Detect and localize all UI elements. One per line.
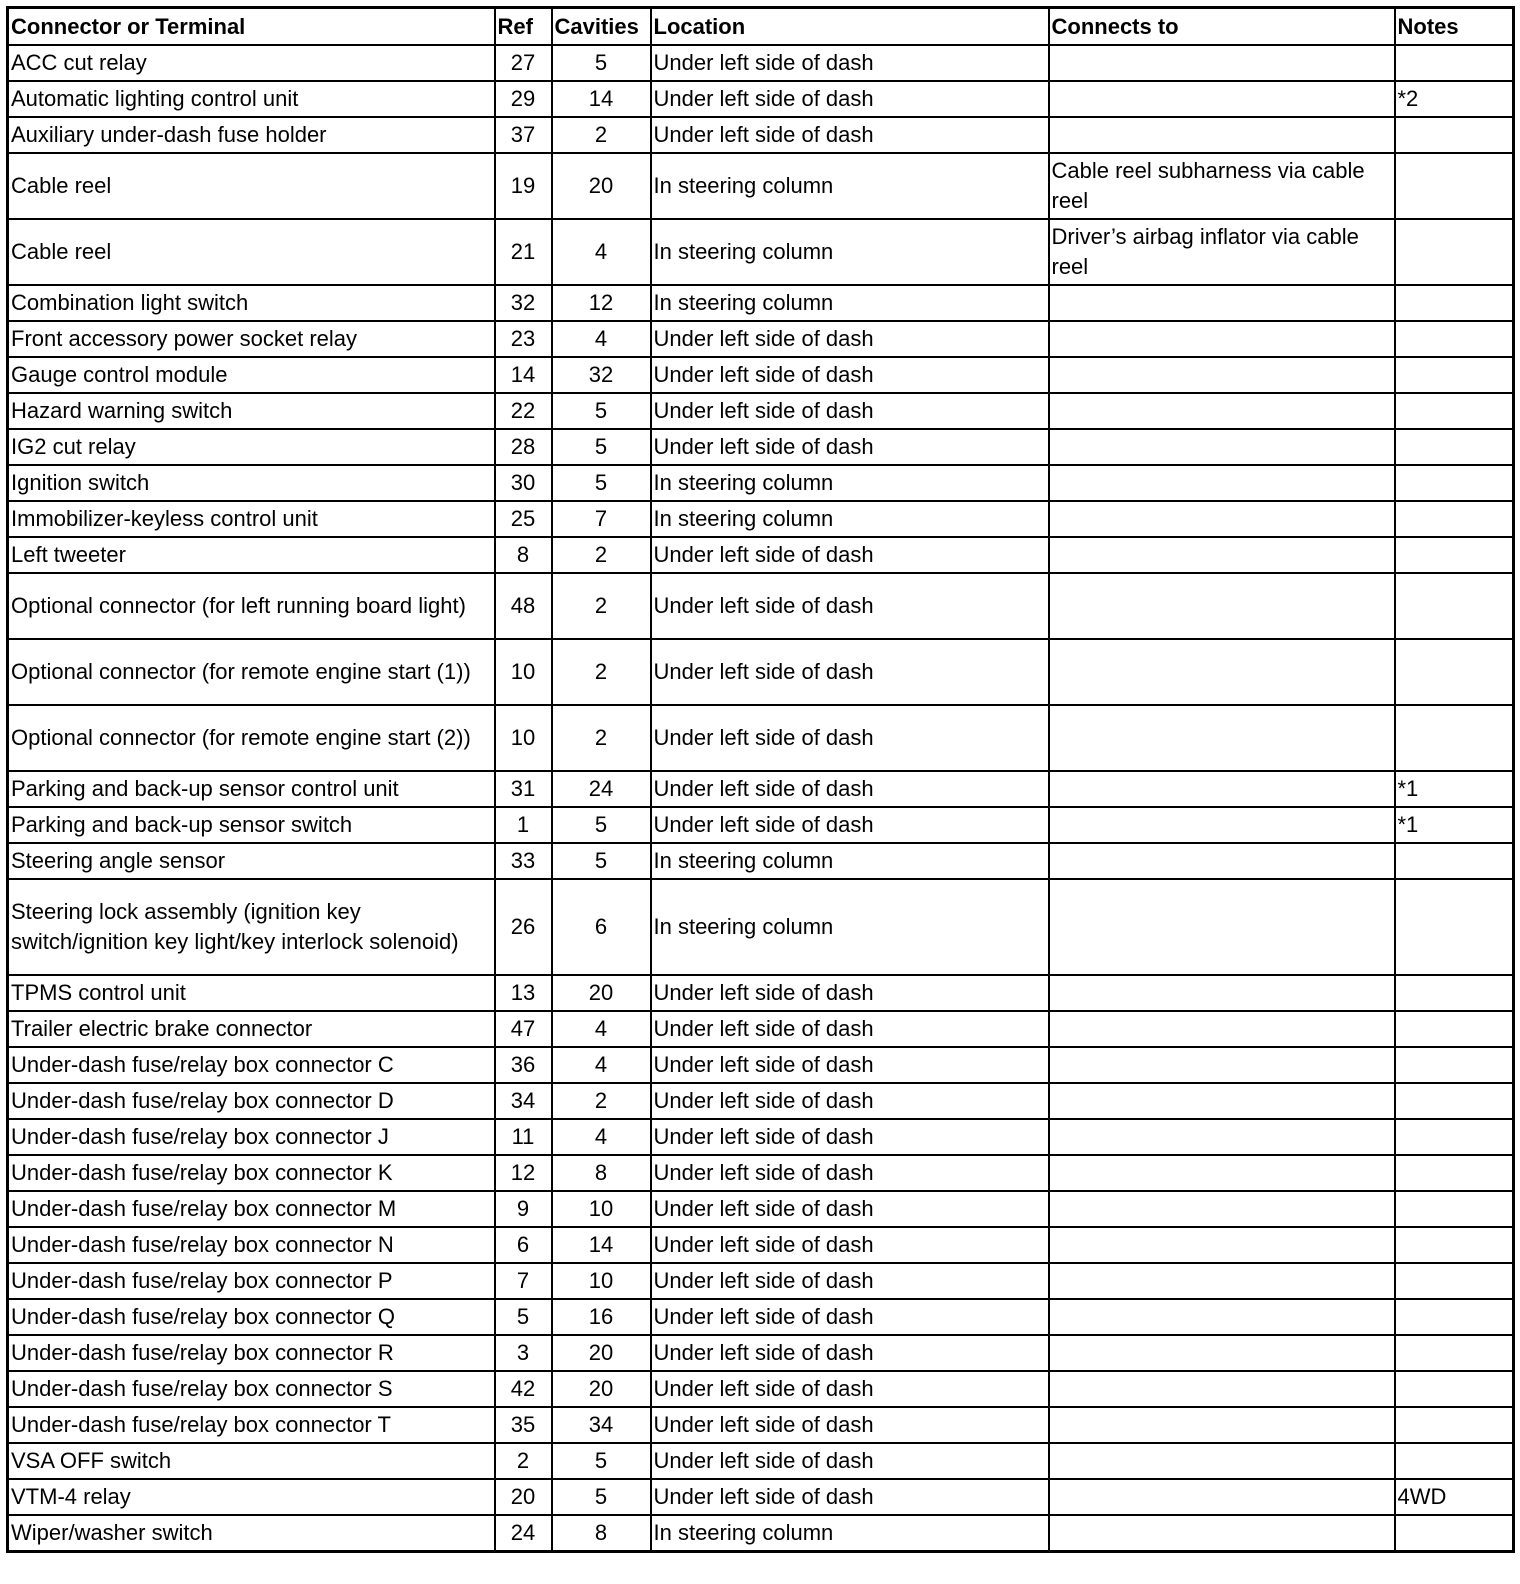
cavities-cell: 8 [552, 1155, 651, 1191]
notes-cell [1395, 45, 1514, 81]
cavities-cell: 2 [552, 1083, 651, 1119]
connector-cell: Combination light switch [8, 285, 495, 321]
location-cell: In steering column [651, 879, 1049, 975]
notes-cell [1395, 1443, 1514, 1479]
connects-to-cell [1049, 1515, 1395, 1552]
table-row [8, 1155, 1514, 1191]
notes-cell [1395, 1047, 1514, 1083]
table-row [8, 117, 1514, 153]
cavities-cell: 4 [552, 1119, 651, 1155]
location-cell: Under left side of dash [651, 1155, 1049, 1191]
cavities-cell: 10 [552, 1191, 651, 1227]
connector-cell: Front accessory power socket relay [8, 321, 495, 357]
cavities-cell: 5 [552, 807, 651, 843]
header-row [8, 8, 1514, 46]
cavities-cell: 10 [552, 1263, 651, 1299]
ref-cell: 36 [495, 1047, 552, 1083]
location-cell: In steering column [651, 153, 1049, 219]
cavities-cell: 4 [552, 1011, 651, 1047]
cavities-cell: 24 [552, 771, 651, 807]
table-row [8, 1227, 1514, 1263]
cavities-cell: 5 [552, 429, 651, 465]
cavities-cell: 6 [552, 879, 651, 975]
ref-cell: 11 [495, 1119, 552, 1155]
cavities-cell: 14 [552, 81, 651, 117]
connects-to-cell [1049, 1443, 1395, 1479]
table-row [8, 1119, 1514, 1155]
connects-to-cell [1049, 1083, 1395, 1119]
notes-cell [1395, 1227, 1514, 1263]
cavities-cell: 2 [552, 537, 651, 573]
location-cell: Under left side of dash [651, 45, 1049, 81]
connector-cell: Parking and back-up sensor switch [8, 807, 495, 843]
cavities-cell: 4 [552, 321, 651, 357]
location-cell: Under left side of dash [651, 429, 1049, 465]
notes-cell [1395, 285, 1514, 321]
connects-to-cell [1049, 429, 1395, 465]
connects-to-cell [1049, 843, 1395, 879]
notes-cell [1395, 573, 1514, 639]
location-cell: In steering column [651, 1515, 1049, 1552]
location-cell: Under left side of dash [651, 975, 1049, 1011]
table-row [8, 1299, 1514, 1335]
ref-cell: 21 [495, 219, 552, 285]
connects-to-cell [1049, 975, 1395, 1011]
connector-cell: Under-dash fuse/relay box connector J [8, 1119, 495, 1155]
notes-cell: *1 [1395, 807, 1514, 843]
ref-cell: 14 [495, 357, 552, 393]
table-row [8, 1083, 1514, 1119]
ref-cell: 47 [495, 1011, 552, 1047]
table-row [8, 321, 1514, 357]
connector-cell: Cable reel [8, 153, 495, 219]
table-row [8, 639, 1514, 705]
table-row [8, 357, 1514, 393]
connector-cell: Ignition switch [8, 465, 495, 501]
notes-cell [1395, 219, 1514, 285]
notes-cell [1395, 429, 1514, 465]
location-cell: In steering column [651, 285, 1049, 321]
location-cell: Under left side of dash [651, 1479, 1049, 1515]
notes-cell [1395, 1011, 1514, 1047]
notes-cell [1395, 153, 1514, 219]
connects-to-cell [1049, 1479, 1395, 1515]
connects-to-cell [1049, 1155, 1395, 1191]
location-cell: Under left side of dash [651, 639, 1049, 705]
connects-to-cell [1049, 573, 1395, 639]
notes-cell [1395, 501, 1514, 537]
location-cell: Under left side of dash [651, 1047, 1049, 1083]
cavities-cell: 34 [552, 1407, 651, 1443]
table-row [8, 1443, 1514, 1479]
connects-to-cell [1049, 537, 1395, 573]
connector-cell: Under-dash fuse/relay box connector Q [8, 1299, 495, 1335]
ref-cell: 25 [495, 501, 552, 537]
ref-cell: 26 [495, 879, 552, 975]
notes-cell [1395, 843, 1514, 879]
connector-cell: ACC cut relay [8, 45, 495, 81]
notes-cell [1395, 1335, 1514, 1371]
ref-cell: 28 [495, 429, 552, 465]
connector-cell: Steering angle sensor [8, 843, 495, 879]
table-row [8, 45, 1514, 81]
notes-cell [1395, 393, 1514, 429]
cavities-cell: 20 [552, 975, 651, 1011]
table-row [8, 1371, 1514, 1407]
ref-cell: 12 [495, 1155, 552, 1191]
connector-cell: Trailer electric brake connector [8, 1011, 495, 1047]
ref-cell: 35 [495, 1407, 552, 1443]
table-row [8, 807, 1514, 843]
location-cell: Under left side of dash [651, 1371, 1049, 1407]
connector-cell: Parking and back-up sensor control unit [8, 771, 495, 807]
connector-cell: Optional connector (for left running board light) [8, 573, 495, 639]
ref-cell: 20 [495, 1479, 552, 1515]
ref-cell: 48 [495, 573, 552, 639]
col-header-ref: Ref [495, 8, 552, 46]
ref-cell: 19 [495, 153, 552, 219]
connects-to-cell [1049, 81, 1395, 117]
ref-cell: 10 [495, 639, 552, 705]
notes-cell [1395, 1155, 1514, 1191]
location-cell: In steering column [651, 465, 1049, 501]
col-header-connector: Connector or Terminal [8, 8, 495, 46]
connector-table [6, 6, 1515, 1553]
location-cell: Under left side of dash [651, 807, 1049, 843]
connects-to-cell [1049, 117, 1395, 153]
notes-cell [1395, 117, 1514, 153]
table-row [8, 537, 1514, 573]
location-cell: Under left side of dash [651, 1011, 1049, 1047]
location-cell: Under left side of dash [651, 537, 1049, 573]
notes-cell [1395, 879, 1514, 975]
connects-to-cell [1049, 1047, 1395, 1083]
cavities-cell: 5 [552, 1443, 651, 1479]
notes-cell [1395, 1515, 1514, 1552]
connector-cell: Under-dash fuse/relay box connector C [8, 1047, 495, 1083]
connects-to-cell: Cable reel subharness via cable reel [1049, 153, 1395, 219]
connector-cell: Under-dash fuse/relay box connector R [8, 1335, 495, 1371]
location-cell: Under left side of dash [651, 1263, 1049, 1299]
ref-cell: 22 [495, 393, 552, 429]
ref-cell: 24 [495, 1515, 552, 1552]
ref-cell: 10 [495, 705, 552, 771]
cavities-cell: 32 [552, 357, 651, 393]
connects-to-cell [1049, 1119, 1395, 1155]
cavities-cell: 12 [552, 285, 651, 321]
cavities-cell: 20 [552, 1371, 651, 1407]
connector-cell: Under-dash fuse/relay box connector P [8, 1263, 495, 1299]
cavities-cell: 20 [552, 1335, 651, 1371]
notes-cell: 4WD [1395, 1479, 1514, 1515]
table-row [8, 879, 1514, 975]
table-row [8, 285, 1514, 321]
connector-cell: Steering lock assembly (ignition key switch/ignition key light/key interlock solenoid) [8, 879, 495, 975]
location-cell: Under left side of dash [651, 357, 1049, 393]
connector-cell: Under-dash fuse/relay box connector T [8, 1407, 495, 1443]
connector-cell: Automatic lighting control unit [8, 81, 495, 117]
ref-cell: 3 [495, 1335, 552, 1371]
connector-cell: Left tweeter [8, 537, 495, 573]
notes-cell [1395, 357, 1514, 393]
location-cell: Under left side of dash [651, 1299, 1049, 1335]
cavities-cell: 16 [552, 1299, 651, 1335]
table-row [8, 1263, 1514, 1299]
location-cell: Under left side of dash [651, 1407, 1049, 1443]
table-row [8, 1407, 1514, 1443]
connects-to-cell [1049, 393, 1395, 429]
table-row [8, 219, 1514, 285]
connects-to-cell [1049, 771, 1395, 807]
connector-cell: Optional connector (for remote engine start (2)) [8, 705, 495, 771]
notes-cell [1395, 321, 1514, 357]
notes-cell [1395, 465, 1514, 501]
table-row [8, 1191, 1514, 1227]
location-cell: Under left side of dash [651, 1227, 1049, 1263]
ref-cell: 23 [495, 321, 552, 357]
location-cell: Under left side of dash [651, 705, 1049, 771]
ref-cell: 6 [495, 1227, 552, 1263]
ref-cell: 31 [495, 771, 552, 807]
notes-cell [1395, 1371, 1514, 1407]
connector-cell: Auxiliary under-dash fuse holder [8, 117, 495, 153]
location-cell: Under left side of dash [651, 393, 1049, 429]
connector-cell: Wiper/washer switch [8, 1515, 495, 1552]
cavities-cell: 5 [552, 465, 651, 501]
connects-to-cell [1049, 705, 1395, 771]
cavities-cell: 5 [552, 393, 651, 429]
connects-to-cell [1049, 1407, 1395, 1443]
ref-cell: 29 [495, 81, 552, 117]
connector-cell: IG2 cut relay [8, 429, 495, 465]
location-cell: Under left side of dash [651, 1335, 1049, 1371]
cavities-cell: 2 [552, 705, 651, 771]
connects-to-cell [1049, 357, 1395, 393]
col-header-location: Location [651, 8, 1049, 46]
ref-cell: 42 [495, 1371, 552, 1407]
col-header-cavities: Cavities [552, 8, 651, 46]
connects-to-cell [1049, 45, 1395, 81]
connector-cell: Hazard warning switch [8, 393, 495, 429]
table-row [8, 1479, 1514, 1515]
table-row [8, 1011, 1514, 1047]
col-header-notes: Notes [1395, 8, 1514, 46]
table-row [8, 975, 1514, 1011]
connects-to-cell [1049, 321, 1395, 357]
col-header-connects-to: Connects to [1049, 8, 1395, 46]
ref-cell: 13 [495, 975, 552, 1011]
table-row [8, 843, 1514, 879]
ref-cell: 32 [495, 285, 552, 321]
connector-cell: VSA OFF switch [8, 1443, 495, 1479]
cavities-cell: 2 [552, 117, 651, 153]
table-row [8, 429, 1514, 465]
connector-cell: Optional connector (for remote engine start (1)) [8, 639, 495, 705]
table-row [8, 771, 1514, 807]
notes-cell [1395, 1407, 1514, 1443]
cavities-cell: 4 [552, 1047, 651, 1083]
connects-to-cell [1049, 1011, 1395, 1047]
connector-cell: TPMS control unit [8, 975, 495, 1011]
cavities-cell: 4 [552, 219, 651, 285]
location-cell: Under left side of dash [651, 1083, 1049, 1119]
ref-cell: 7 [495, 1263, 552, 1299]
cavities-cell: 14 [552, 1227, 651, 1263]
table-row [8, 465, 1514, 501]
notes-cell [1395, 975, 1514, 1011]
ref-cell: 30 [495, 465, 552, 501]
location-cell: In steering column [651, 219, 1049, 285]
connects-to-cell [1049, 639, 1395, 705]
notes-cell [1395, 705, 1514, 771]
connector-cell: Under-dash fuse/relay box connector M [8, 1191, 495, 1227]
location-cell: Under left side of dash [651, 573, 1049, 639]
location-cell: In steering column [651, 501, 1049, 537]
location-cell: Under left side of dash [651, 81, 1049, 117]
cavities-cell: 20 [552, 153, 651, 219]
connects-to-cell [1049, 501, 1395, 537]
cavities-cell: 5 [552, 1479, 651, 1515]
connector-cell: VTM-4 relay [8, 1479, 495, 1515]
table-row [8, 393, 1514, 429]
connects-to-cell [1049, 807, 1395, 843]
notes-cell: *2 [1395, 81, 1514, 117]
cavities-cell: 2 [552, 573, 651, 639]
ref-cell: 37 [495, 117, 552, 153]
notes-cell [1395, 1119, 1514, 1155]
connects-to-cell: Driver’s airbag inflator via cable reel [1049, 219, 1395, 285]
cavities-cell: 8 [552, 1515, 651, 1552]
connector-cell: Cable reel [8, 219, 495, 285]
connects-to-cell [1049, 285, 1395, 321]
location-cell: Under left side of dash [651, 321, 1049, 357]
connector-cell: Under-dash fuse/relay box connector D [8, 1083, 495, 1119]
table-row [8, 1335, 1514, 1371]
notes-cell [1395, 1263, 1514, 1299]
ref-cell: 2 [495, 1443, 552, 1479]
ref-cell: 8 [495, 537, 552, 573]
cavities-cell: 7 [552, 501, 651, 537]
location-cell: In steering column [651, 843, 1049, 879]
table-row [8, 81, 1514, 117]
ref-cell: 33 [495, 843, 552, 879]
table-row [8, 1515, 1514, 1552]
notes-cell [1395, 639, 1514, 705]
connects-to-cell [1049, 1227, 1395, 1263]
connector-cell: Under-dash fuse/relay box connector S [8, 1371, 495, 1407]
location-cell: Under left side of dash [651, 117, 1049, 153]
ref-cell: 1 [495, 807, 552, 843]
ref-cell: 5 [495, 1299, 552, 1335]
connects-to-cell [1049, 1299, 1395, 1335]
table-row [8, 573, 1514, 639]
connector-cell: Under-dash fuse/relay box connector N [8, 1227, 495, 1263]
connects-to-cell [1049, 1191, 1395, 1227]
connects-to-cell [1049, 1263, 1395, 1299]
ref-cell: 9 [495, 1191, 552, 1227]
location-cell: Under left side of dash [651, 1443, 1049, 1479]
connector-cell: Under-dash fuse/relay box connector K [8, 1155, 495, 1191]
location-cell: Under left side of dash [651, 1191, 1049, 1227]
notes-cell: *1 [1395, 771, 1514, 807]
ref-cell: 34 [495, 1083, 552, 1119]
connector-cell: Gauge control module [8, 357, 495, 393]
table-row [8, 705, 1514, 771]
connector-cell: Immobilizer-keyless control unit [8, 501, 495, 537]
notes-cell [1395, 537, 1514, 573]
cavities-cell: 2 [552, 639, 651, 705]
table-row [8, 1047, 1514, 1083]
connects-to-cell [1049, 465, 1395, 501]
table-row [8, 501, 1514, 537]
connects-to-cell [1049, 879, 1395, 975]
connects-to-cell [1049, 1371, 1395, 1407]
cavities-cell: 5 [552, 45, 651, 81]
notes-cell [1395, 1299, 1514, 1335]
ref-cell: 27 [495, 45, 552, 81]
notes-cell [1395, 1191, 1514, 1227]
cavities-cell: 5 [552, 843, 651, 879]
table-row [8, 153, 1514, 219]
notes-cell [1395, 1083, 1514, 1119]
location-cell: Under left side of dash [651, 771, 1049, 807]
connects-to-cell [1049, 1335, 1395, 1371]
location-cell: Under left side of dash [651, 1119, 1049, 1155]
